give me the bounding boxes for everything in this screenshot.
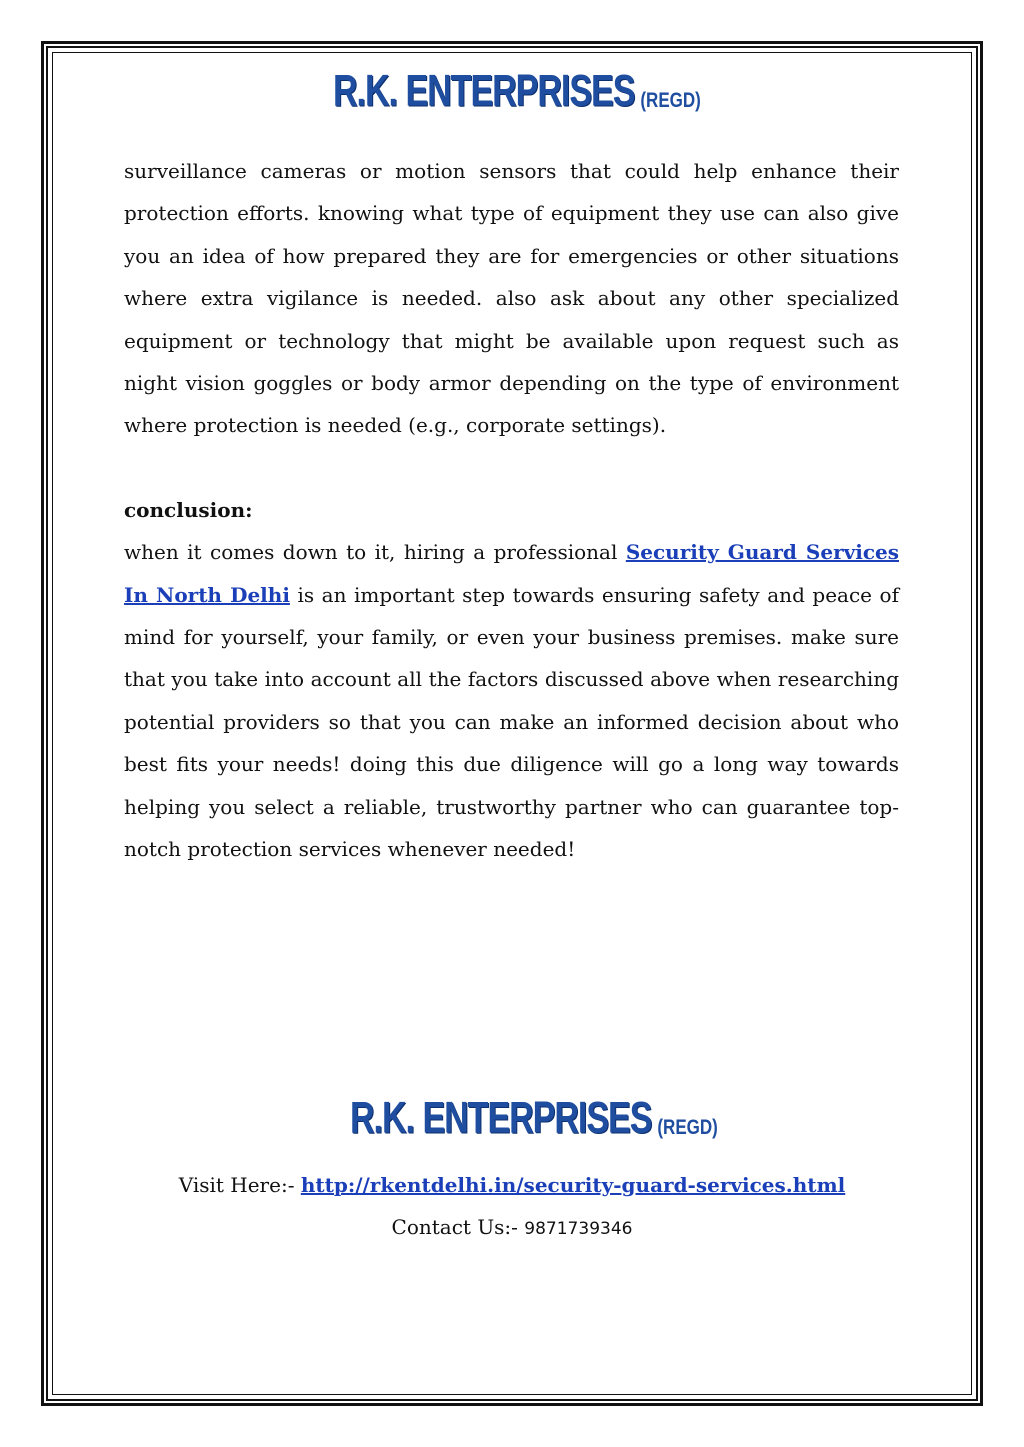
security-guard-services-link[interactable]: Security Guard Services In North Delhi: [124, 540, 899, 607]
document-body: [124, 150, 899, 871]
website-link[interactable]: http://rkentdelhi.in/security-guard-services.html: [300, 1173, 846, 1197]
company-logo-footer: [350, 1093, 718, 1144]
conclusion-text-end: is an important step towards ensuring safety and peace of mind for yourself, your family, or even your business premises. make sure that you take into account all the factors discussed above when researching potential providers so that you can make an informed decision about who best fits your needs! doing this due diligence will go a long way towards helping you select a reliable, trustworthy partner who can guarantee top-notch protection services whenever needed!: [124, 582, 899, 862]
logo-title: R.K. ENTERPRISES: [333, 66, 635, 116]
visit-label: Visit Here:-: [178, 1173, 301, 1197]
conclusion-text-start: when it comes down to it, hiring a professional: [124, 540, 626, 565]
company-logo-header: [333, 66, 701, 117]
logo-regd: (REGD): [640, 88, 701, 112]
conclusion-heading: conclusion:: [124, 497, 253, 522]
contact-phone: 9871739346: [524, 1219, 633, 1239]
contact-line: [52, 1215, 972, 1239]
logo-title: R.K. ENTERPRISES: [350, 1093, 652, 1143]
logo-regd: (REGD): [657, 1115, 718, 1139]
paragraph-spacer: [124, 447, 899, 489]
contact-label: Contact Us:-: [391, 1215, 525, 1239]
paragraph-equipment: surveillance cameras or motion sensors that could help enhance their protection efforts. knowing what type of equipment they use can also give you an idea of how prepared they are for emergencies or other situations where extra vigilance is needed. also ask about any other specialized equipment or technology that might be available upon request such as night vision goggles or body armor depending on the type of environment where protection is needed (e.g., corporate settings).: [124, 159, 899, 438]
paragraph-conclusion: [124, 531, 899, 870]
visit-line: [52, 1173, 972, 1197]
